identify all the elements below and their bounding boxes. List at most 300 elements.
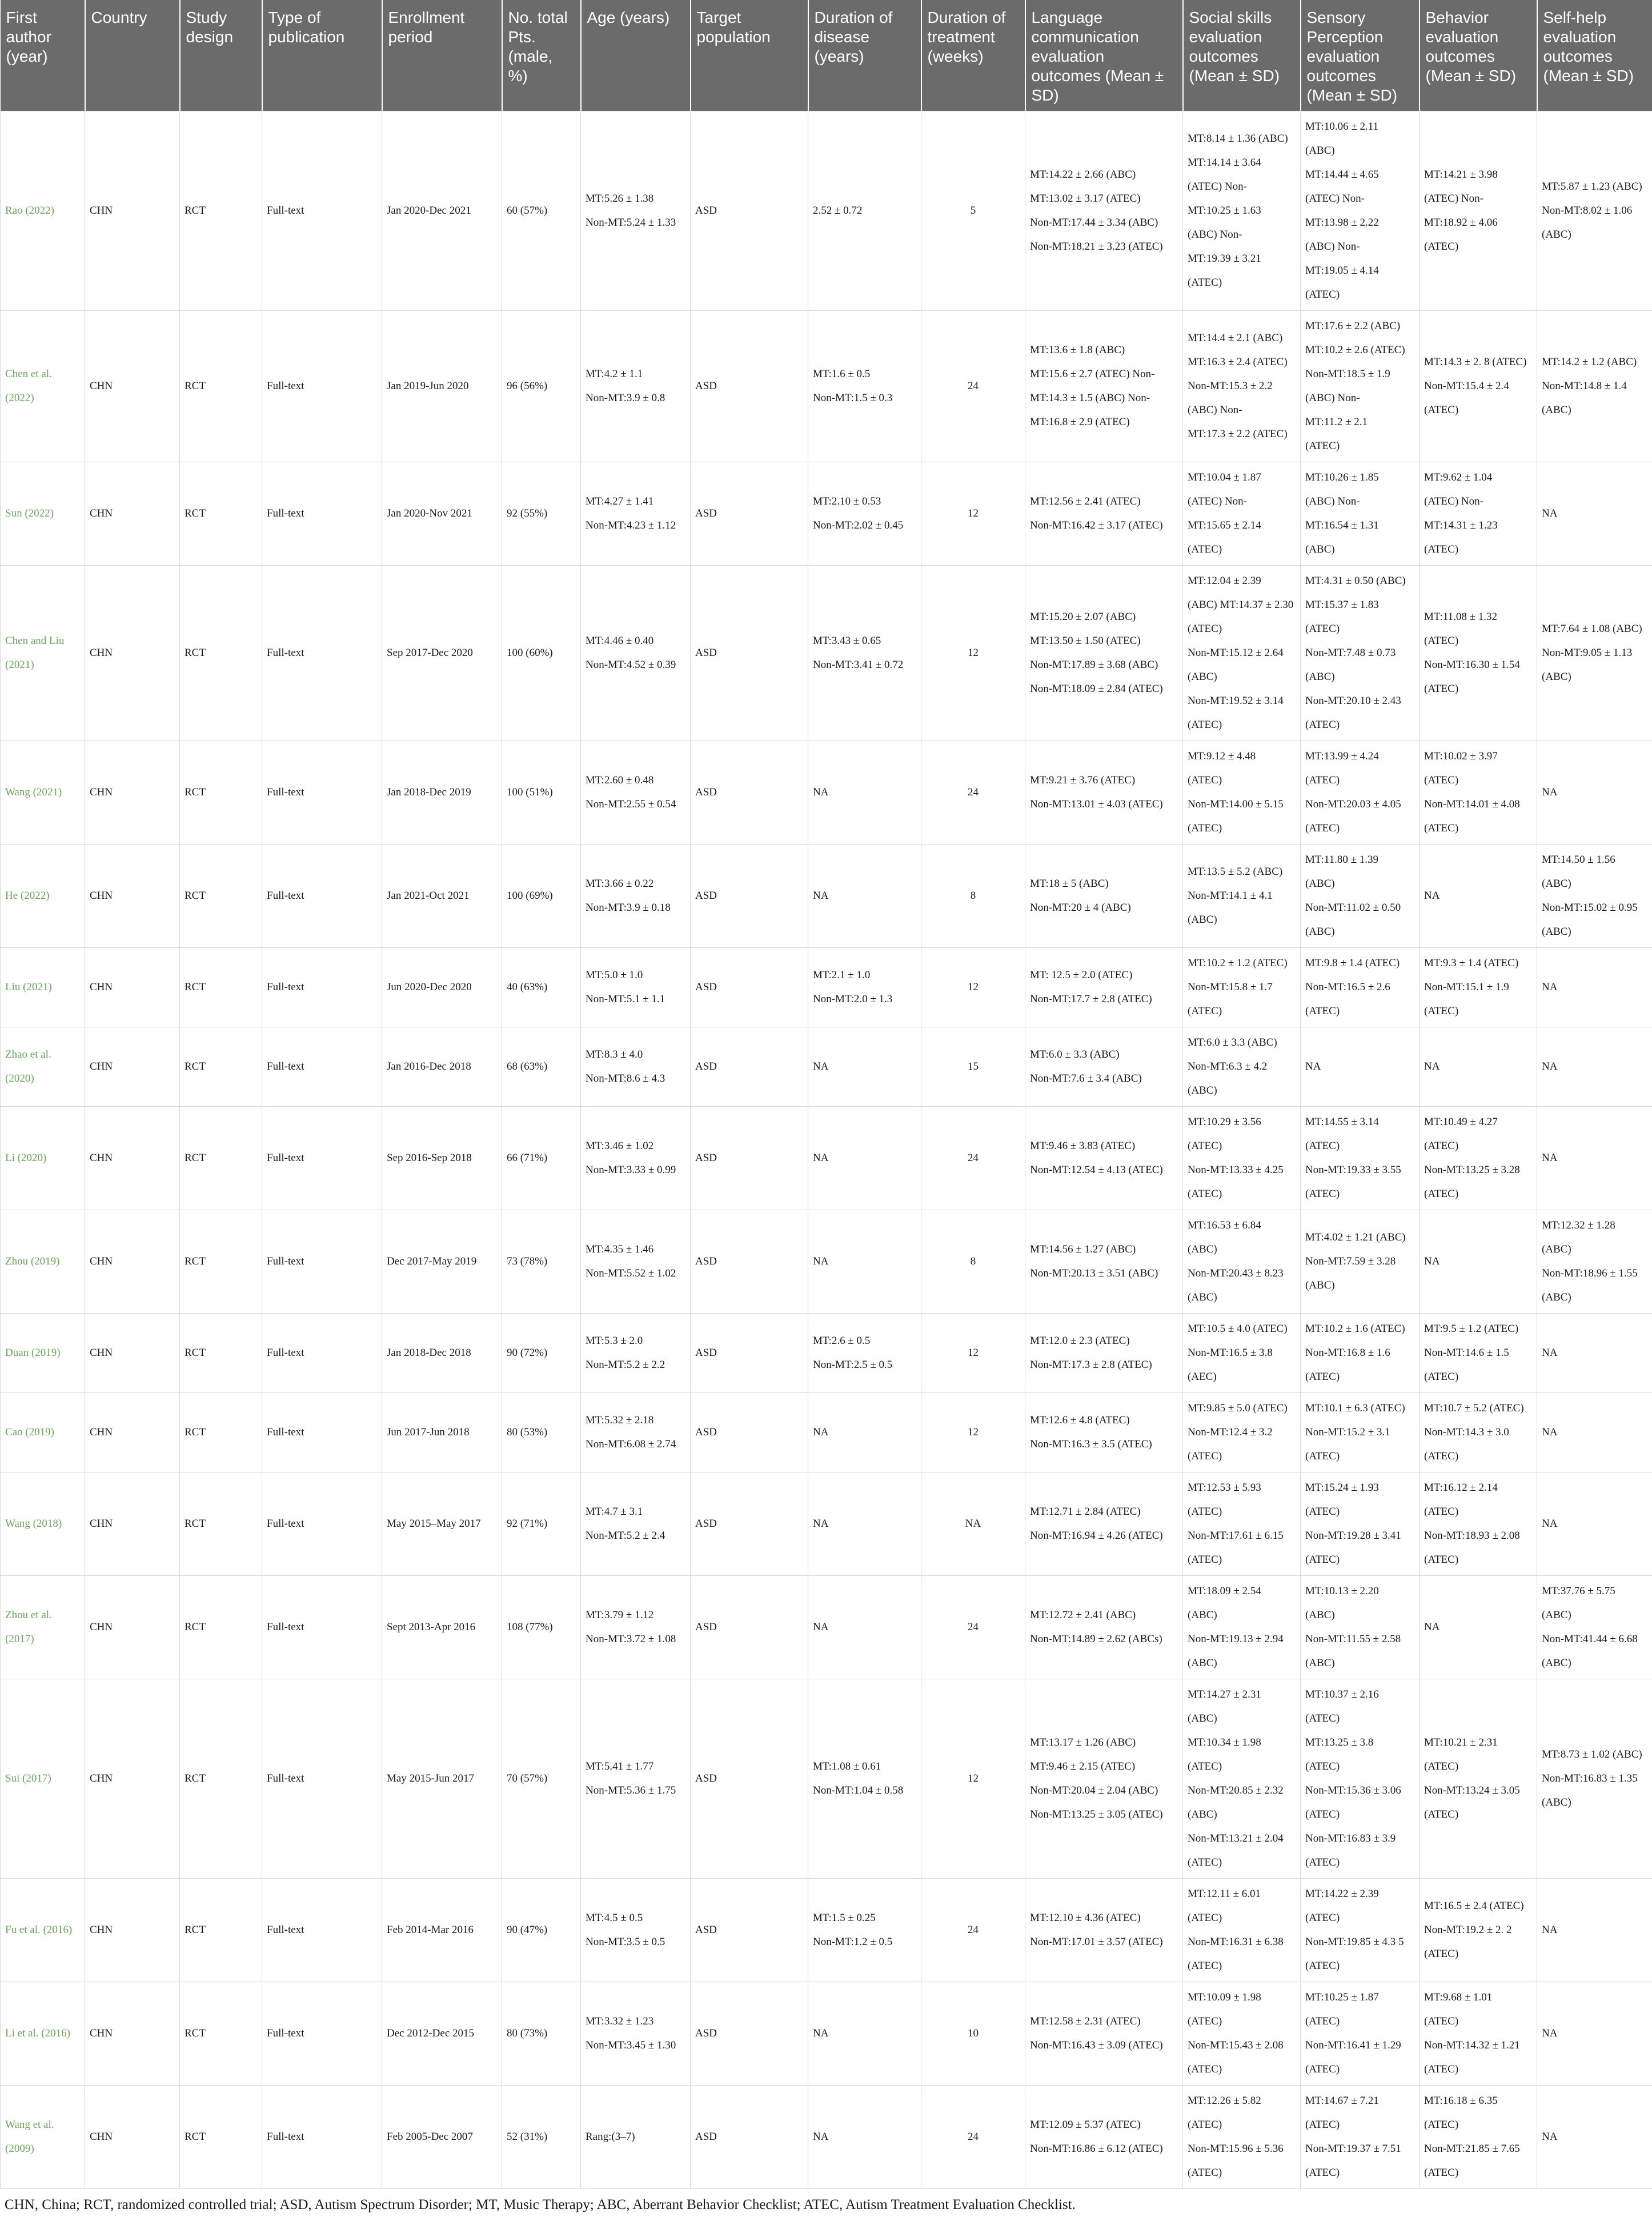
- sensory-outcome-cell: [1301, 1982, 1420, 2086]
- patients-cell: 92 (71%): [502, 1472, 581, 1576]
- behavior-outcome-cell: [1420, 1314, 1537, 1393]
- publication-cell: Full-text: [262, 1679, 382, 1879]
- cell-line: MT:6.0 ± 3.3 (ABC): [1030, 1049, 1120, 1061]
- enrollment-cell: Jan 2016-Dec 2018: [382, 1027, 502, 1107]
- social-outcome-cell: [1183, 2086, 1301, 2189]
- sensory-outcome-cell: [1301, 566, 1420, 741]
- language-outcome-cell: [1025, 1107, 1183, 1210]
- population-cell: ASD: [691, 1879, 808, 1982]
- patients-cell: 40 (63%): [502, 948, 581, 1027]
- cell-line: MT:19.05 ± 4.14: [1305, 265, 1379, 277]
- cell-line: MT:10.25 ± 1.63: [1188, 205, 1261, 217]
- cell-line: MT:1.08 ± 0.61: [813, 1760, 881, 1772]
- cell-line: Non-MT:15.2 ± 3.1: [1305, 1426, 1390, 1438]
- cell-line: MT:10.21 ± 2.31: [1424, 1736, 1498, 1748]
- enrollment-cell: Jan 2020-Nov 2021: [382, 462, 502, 566]
- cell-line: (ATEC): [1188, 1450, 1222, 1462]
- treatment-duration-cell: 12: [921, 1314, 1025, 1393]
- author-cell[interactable]: Wang et al. (2009): [1, 2086, 85, 2189]
- design-cell: RCT: [180, 1210, 262, 1314]
- cell-line: (ATEC): [1188, 1760, 1222, 1772]
- column-header: Language communication evaluation outcomes (Mean ± SD): [1025, 0, 1183, 111]
- column-header: Target population: [691, 0, 808, 111]
- table-row: [1, 1107, 1652, 1210]
- publication-cell: Full-text: [262, 462, 382, 566]
- language-outcome-cell: [1025, 1679, 1183, 1879]
- cell-line: MT:3.43 ± 0.65: [813, 635, 881, 647]
- cell-line: (ATEC): [1424, 1948, 1459, 1960]
- cell-line: (ATEC): [1305, 2167, 1340, 2179]
- social-outcome-cell: [1183, 741, 1301, 845]
- cell-line: (ATEC): [1188, 1554, 1222, 1566]
- cell-line: NA: [1542, 507, 1558, 519]
- cell-line: Non-MT:2.5 ± 0.5: [813, 1359, 893, 1371]
- country-cell: CHN: [85, 1472, 180, 1576]
- publication-cell: Full-text: [262, 111, 382, 311]
- disease-duration-cell: [808, 1210, 921, 1314]
- table-row: [1, 1393, 1652, 1472]
- cell-line: (ATEC): [1305, 1912, 1340, 1924]
- design-cell: RCT: [180, 1393, 262, 1472]
- cell-line: MT:10.04 ± 1.87: [1188, 471, 1261, 483]
- cell-line: MT:5.87 ± 1.23 (ABC): [1542, 181, 1642, 193]
- cell-line: MT:14.31 ± 1.23: [1424, 519, 1498, 531]
- cell-line: Non-MT:16.31 ± 6.38: [1188, 1936, 1284, 1948]
- cell-line: MT:37.76 ± 5.75: [1542, 1585, 1615, 1597]
- cell-line: MT:10.37 ± 2.16: [1305, 1688, 1379, 1700]
- cell-line: (ATEC): [1424, 1554, 1459, 1566]
- cell-line: MT:14.56 ± 1.27 (ABC): [1030, 1243, 1136, 1255]
- cell-line: Non-MT:20.10 ± 2.43: [1305, 695, 1401, 707]
- cell-line: (ATEC): [1305, 1712, 1340, 1724]
- sensory-outcome-cell: [1301, 311, 1420, 462]
- publication-cell: Full-text: [262, 741, 382, 845]
- cell-line: (ATEC): [1305, 2015, 1340, 2027]
- enrollment-cell: Jun 2017-Jun 2018: [382, 1393, 502, 1472]
- cell-line: (ABC): [1188, 1657, 1217, 1669]
- author-cell[interactable]: Fu et al. (2016): [1, 1879, 85, 1982]
- cell-line: Non-MT:13.24 ± 3.05: [1424, 1784, 1520, 1796]
- population-cell: ASD: [691, 1393, 808, 1472]
- cell-line: MT:9.85 ± 5.0 (ATEC): [1188, 1402, 1288, 1414]
- cell-line: MT:12.0 ± 2.3 (ATEC): [1030, 1335, 1130, 1347]
- cell-line: (ABC): [1188, 1808, 1217, 1820]
- cell-line: MT:5.41 ± 1.77: [586, 1760, 654, 1772]
- behavior-outcome-cell: [1420, 1982, 1537, 2086]
- cell-line: (ATEC): [1305, 1554, 1340, 1566]
- country-cell: CHN: [85, 845, 180, 948]
- cell-line: Non-MT:2.55 ± 0.54: [586, 798, 676, 810]
- cell-line: (ATEC): [1188, 2063, 1222, 2075]
- author-cell[interactable]: Rao (2022): [1, 111, 85, 311]
- population-cell: ASD: [691, 111, 808, 311]
- enrollment-cell: Sep 2017-Dec 2020: [382, 566, 502, 741]
- population-cell: ASD: [691, 566, 808, 741]
- age-cell: [581, 1879, 691, 1982]
- cell-line: MT:10.7 ± 5.2 (ATEC): [1424, 1402, 1524, 1414]
- sensory-outcome-cell: [1301, 462, 1420, 566]
- cell-line: MT:13.50 ± 1.50 (ATEC): [1030, 635, 1141, 647]
- cell-line: Non-MT:5.2 ± 2.4: [586, 1530, 665, 1542]
- design-cell: RCT: [180, 845, 262, 948]
- cell-line: NA: [1542, 2131, 1558, 2143]
- author-cell[interactable]: Zhou et al. (2017): [1, 1576, 85, 1679]
- cell-line: Non-MT:3.41 ± 0.72: [813, 659, 904, 671]
- cell-line: Non-MT:4.23 ± 1.12: [586, 519, 676, 531]
- cell-line: MT:14.27 ± 2.31: [1188, 1688, 1261, 1700]
- table-row: [1, 1679, 1652, 1879]
- cell-line: Non-MT:3.45 ± 1.30: [586, 2039, 676, 2051]
- cell-line: (ABC): [1188, 1712, 1217, 1724]
- cell-line: (ABC): [1542, 404, 1571, 416]
- cell-line: NA: [1542, 786, 1558, 798]
- cell-line: MT:11.2 ± 2.1: [1305, 416, 1368, 428]
- cell-line: NA: [1305, 1061, 1321, 1073]
- author-cell[interactable]: He (2022): [1, 845, 85, 948]
- treatment-duration-cell: 12: [921, 566, 1025, 741]
- population-cell: ASD: [691, 1472, 808, 1576]
- cell-line: (ABC) MT:14.37 ± 2.30: [1188, 599, 1294, 611]
- cell-line: Non-MT:18.21 ± 3.23 (ATEC): [1030, 241, 1163, 253]
- cell-line: Non-MT:14.00 ± 5.15: [1188, 798, 1284, 810]
- cell-line: NA: [813, 1518, 829, 1530]
- cell-line: (ABC): [1188, 1243, 1217, 1255]
- column-header: Age (years): [581, 0, 691, 111]
- language-outcome-cell: [1025, 311, 1183, 462]
- cell-line: MT:3.46 ± 1.02: [586, 1140, 654, 1152]
- disease-duration-cell: [808, 948, 921, 1027]
- age-cell: [581, 1679, 691, 1879]
- sensory-outcome-cell: [1301, 1393, 1420, 1472]
- cell-line: (ATEC): [1305, 1808, 1340, 1820]
- cell-line: Non-MT:18.96 ± 1.55: [1542, 1267, 1638, 1279]
- cell-line: (ABC) Non-: [1188, 229, 1242, 241]
- author-cell[interactable]: Liu (2021): [1, 948, 85, 1027]
- cell-line: Non-MT:3.72 ± 1.08: [586, 1633, 676, 1645]
- cell-line: (ATEC): [1305, 822, 1340, 834]
- cell-line: Non-MT:16.8 ± 1.6: [1305, 1347, 1390, 1359]
- table-row: [1, 1314, 1652, 1393]
- disease-duration-cell: [808, 1314, 921, 1393]
- language-outcome-cell: [1025, 1472, 1183, 1576]
- language-outcome-cell: [1025, 1982, 1183, 2086]
- social-outcome-cell: [1183, 566, 1301, 741]
- cell-line: MT:15.37 ± 1.83: [1305, 599, 1379, 611]
- author-cell[interactable]: Wang (2018): [1, 1472, 85, 1576]
- cell-line: Non-MT:16.5 ± 2.6: [1305, 981, 1390, 993]
- age-cell: [581, 1107, 691, 1210]
- cell-line: MT:10.26 ± 1.85: [1305, 471, 1379, 483]
- language-outcome-cell: [1025, 1027, 1183, 1107]
- cell-line: MT:12.09 ± 5.37 (ATEC): [1030, 2119, 1141, 2131]
- cell-line: Non-MT:20 ± 4 (ABC): [1030, 902, 1131, 914]
- cell-line: Non-MT:16.86 ± 6.12 (ATEC): [1030, 2143, 1163, 2155]
- treatment-duration-cell: 12: [921, 462, 1025, 566]
- cell-line: Non-MT:16.94 ± 4.26 (ATEC): [1030, 1530, 1163, 1542]
- cell-line: MT:11.80 ± 1.39: [1305, 854, 1379, 866]
- cell-line: (ATEC): [1188, 623, 1222, 635]
- age-cell: [581, 566, 691, 741]
- author-cell[interactable]: Zhou (2019): [1, 1210, 85, 1314]
- publication-cell: Full-text: [262, 1472, 382, 1576]
- cell-line: Non-MT:19.85 ± 4.3 5: [1305, 1936, 1404, 1948]
- treatment-duration-cell: 10: [921, 1982, 1025, 2086]
- cell-line: MT:12.53 ± 5.93: [1188, 1482, 1261, 1494]
- cell-line: Non-MT:16.42 ± 3.17 (ATEC): [1030, 519, 1163, 531]
- behavior-outcome-cell: [1420, 1393, 1537, 1472]
- cell-line: (ATEC): [1424, 635, 1459, 647]
- cell-line: Non-MT:7.59 ± 3.28: [1305, 1255, 1396, 1267]
- cell-line: Rang:(3–7): [586, 2131, 635, 2143]
- design-cell: RCT: [180, 462, 262, 566]
- disease-duration-cell: [808, 741, 921, 845]
- cell-line: Non-MT:1.04 ± 0.58: [813, 1784, 904, 1796]
- cell-line: (ATEC): [1424, 774, 1459, 786]
- behavior-outcome-cell: [1420, 1107, 1537, 1210]
- language-outcome-cell: [1025, 741, 1183, 845]
- cell-line: MT:16.54 ± 1.31: [1305, 519, 1379, 531]
- table-row: [1, 1210, 1652, 1314]
- author-cell[interactable]: Sui (2017): [1, 1679, 85, 1879]
- author-cell[interactable]: Li et al. (2016): [1, 1982, 85, 2086]
- cell-line: Non-MT:15.4 ± 2.4: [1424, 380, 1509, 392]
- language-outcome-cell: [1025, 566, 1183, 741]
- cell-line: (ABC) Non-: [1188, 404, 1242, 416]
- treatment-duration-cell: 8: [921, 1210, 1025, 1314]
- cell-line: Non-MT:16.83 ± 1.35: [1542, 1772, 1638, 1784]
- cell-line: (ABC): [1305, 145, 1335, 157]
- age-cell: [581, 1314, 691, 1393]
- cell-line: MT:13.6 ± 1.8 (ABC): [1030, 344, 1125, 356]
- cell-line: Non-MT:13.25 ± 3.28: [1424, 1164, 1520, 1176]
- cell-line: MT:13.25 ± 3.8: [1305, 1736, 1374, 1748]
- cell-line: (ATEC): [1188, 822, 1222, 834]
- cell-line: Non-MT:12.4 ± 3.2: [1188, 1426, 1273, 1438]
- column-header: No. total Pts. (male, %): [502, 0, 581, 111]
- behavior-outcome-cell: [1420, 948, 1537, 1027]
- table-row: [1, 462, 1652, 566]
- social-outcome-cell: [1183, 1314, 1301, 1393]
- cell-line: MT:11.08 ± 1.32: [1424, 611, 1498, 623]
- enrollment-cell: Feb 2005-Dec 2007: [382, 2086, 502, 2189]
- cell-line: MT:9.21 ± 3.76 (ATEC): [1030, 774, 1136, 786]
- cell-line: MT:5.32 ± 2.18: [586, 1414, 654, 1426]
- author-cell[interactable]: Zhao et al. (2020): [1, 1027, 85, 1107]
- country-cell: CHN: [85, 111, 180, 311]
- population-cell: ASD: [691, 2086, 808, 2189]
- language-outcome-cell: [1025, 1879, 1183, 1982]
- patients-cell: 100 (51%): [502, 741, 581, 845]
- table-row: [1, 948, 1652, 1027]
- cell-line: (ATEC): [1305, 1856, 1340, 1868]
- cell-line: Non-MT:14.32 ± 1.21: [1424, 2039, 1520, 2051]
- design-cell: RCT: [180, 1679, 262, 1879]
- cell-line: (ATEC): [1188, 1506, 1222, 1518]
- cell-line: (ATEC): [1305, 2063, 1340, 2075]
- behavior-outcome-cell: [1420, 111, 1537, 311]
- cell-line: Non-MT:18.09 ± 2.84 (ATEC): [1030, 683, 1163, 695]
- cell-line: (ABC): [1188, 1609, 1217, 1621]
- cell-line: Non-MT:19.13 ± 2.94: [1188, 1633, 1284, 1645]
- cell-line: Non-MT:17.7 ± 2.8 (ATEC): [1030, 993, 1152, 1005]
- sensory-outcome-cell: [1301, 1027, 1420, 1107]
- cell-line: MT:2.6 ± 0.5: [813, 1335, 871, 1347]
- cell-line: (ATEC): [1424, 1808, 1459, 1820]
- publication-cell: Full-text: [262, 1393, 382, 1472]
- disease-duration-cell: [808, 1576, 921, 1679]
- cell-line: Non-MT:3.5 ± 0.5: [586, 1936, 665, 1948]
- author-cell[interactable]: Li (2020): [1, 1107, 85, 1210]
- author-cell[interactable]: Cao (2019): [1, 1393, 85, 1472]
- enrollment-cell: Dec 2012-Dec 2015: [382, 1982, 502, 2086]
- cell-line: MT:16.5 ± 2.4 (ATEC): [1424, 1900, 1524, 1912]
- cell-line: (ATEC): [1424, 543, 1459, 555]
- cell-line: (ABC) Non-: [1305, 495, 1360, 507]
- table-row: [1, 566, 1652, 741]
- cell-line: Non-MT:7.48 ± 0.73: [1305, 647, 1396, 659]
- cell-line: (ATEC): [1424, 2167, 1459, 2179]
- cell-line: NA: [1542, 1152, 1558, 1164]
- disease-duration-cell: [808, 566, 921, 741]
- country-cell: CHN: [85, 1576, 180, 1679]
- treatment-duration-cell: 12: [921, 948, 1025, 1027]
- behavior-outcome-cell: [1420, 1472, 1537, 1576]
- publication-cell: Full-text: [262, 1576, 382, 1679]
- cell-line: Non-MT:5.36 ± 1.75: [586, 1784, 676, 1796]
- treatment-duration-cell: 12: [921, 1679, 1025, 1879]
- publication-cell: Full-text: [262, 1314, 382, 1393]
- cell-line: (ATEC): [1305, 1371, 1340, 1383]
- cell-line: (ATEC) Non-: [1188, 495, 1247, 507]
- population-cell: ASD: [691, 741, 808, 845]
- cell-line: (ATEC): [1305, 1005, 1340, 1017]
- author-cell[interactable]: Wang (2021): [1, 741, 85, 845]
- cell-line: Non-MT:41.44 ± 6.68: [1542, 1633, 1638, 1645]
- cell-line: Non-MT:4.52 ± 0.39: [586, 659, 676, 671]
- cell-line: (ATEC): [1188, 2015, 1222, 2027]
- cell-line: (ABC): [1305, 926, 1335, 938]
- cell-line: MT:12.58 ± 2.31 (ATEC): [1030, 2015, 1141, 2027]
- age-cell: [581, 1576, 691, 1679]
- cell-line: (ATEC): [1305, 774, 1340, 786]
- cell-line: Non-MT:15.36 ± 3.06: [1305, 1784, 1401, 1796]
- cell-line: (ATEC): [1188, 2119, 1222, 2131]
- behavior-outcome-cell: [1420, 741, 1537, 845]
- country-cell: CHN: [85, 948, 180, 1027]
- cell-line: (ATEC): [1424, 1506, 1459, 1518]
- population-cell: ASD: [691, 462, 808, 566]
- cell-line: NA: [813, 2027, 829, 2039]
- cell-line: MT:16.3 ± 2.4 (ATEC): [1188, 356, 1288, 368]
- cell-line: NA: [1424, 890, 1440, 902]
- country-cell: CHN: [85, 1027, 180, 1107]
- disease-duration-cell: [808, 1393, 921, 1472]
- publication-cell: Full-text: [262, 1107, 382, 1210]
- disease-duration-cell: [808, 845, 921, 948]
- cell-line: (ATEC): [1424, 404, 1459, 416]
- cell-line: (ABC): [1305, 543, 1335, 555]
- age-cell: [581, 2086, 691, 2189]
- disease-duration-cell: [808, 1879, 921, 1982]
- sensory-outcome-cell: [1301, 948, 1420, 1027]
- author-cell[interactable]: Chen and Liu (2021): [1, 566, 85, 741]
- age-cell: [581, 111, 691, 311]
- cell-line: Non-MT:17.61 ± 6.15: [1188, 1530, 1284, 1542]
- cell-line: (ATEC): [1188, 1188, 1222, 1200]
- cell-line: MT:1.6 ± 0.5: [813, 368, 871, 380]
- author-cell[interactable]: Sun (2022): [1, 462, 85, 566]
- language-outcome-cell: [1025, 462, 1183, 566]
- cell-line: (ATEC): [1188, 1912, 1222, 1924]
- cell-line: MT:10.02 ± 3.97: [1424, 750, 1498, 762]
- disease-duration-cell: [808, 2086, 921, 2189]
- cell-line: MT:14.44 ± 4.65: [1305, 169, 1379, 181]
- selfhelp-outcome-cell: [1537, 566, 1652, 741]
- cell-line: NA: [1542, 981, 1558, 993]
- cell-line: Non-MT:14.01 ± 4.08: [1424, 798, 1520, 810]
- age-cell: [581, 1472, 691, 1576]
- age-cell: [581, 1027, 691, 1107]
- cell-line: Non-MT:15.3 ± 2.2: [1188, 380, 1273, 392]
- cell-line: MT:16.12 ± 2.14: [1424, 1482, 1498, 1494]
- population-cell: ASD: [691, 948, 808, 1027]
- cell-line: Non-MT:19.2 ± 2. 2: [1424, 1924, 1512, 1936]
- cell-line: (ABC): [1188, 671, 1217, 683]
- behavior-outcome-cell: [1420, 1879, 1537, 1982]
- cell-line: MT:12.32 ± 1.28: [1542, 1219, 1615, 1231]
- cell-line: MT:9.3 ± 1.4 (ATEC): [1424, 957, 1519, 969]
- cell-line: NA: [1542, 1518, 1558, 1530]
- cell-line: Non-MT:9.05 ± 1.13: [1542, 647, 1633, 659]
- cell-line: NA: [813, 1061, 829, 1073]
- population-cell: ASD: [691, 1576, 808, 1679]
- cell-line: (ABC): [1305, 878, 1335, 890]
- cell-line: (ATEC): [1305, 623, 1340, 635]
- patients-cell: 96 (56%): [502, 311, 581, 462]
- publication-cell: Full-text: [262, 2086, 382, 2189]
- sensory-outcome-cell: [1301, 1472, 1420, 1576]
- cell-line: NA: [1424, 1255, 1440, 1267]
- cell-line: MT:16.53 ± 6.84: [1188, 1219, 1261, 1231]
- cell-line: Non-MT:5.1 ± 1.1: [586, 993, 665, 1005]
- cell-line: Non-MT:16.83 ± 3.9: [1305, 1832, 1396, 1844]
- cell-line: 2.52 ± 0.72: [813, 205, 863, 217]
- cell-line: (ABC): [1188, 914, 1217, 926]
- patients-cell: 73 (78%): [502, 1210, 581, 1314]
- behavior-outcome-cell: [1420, 311, 1537, 462]
- cell-line: (ATEC): [1424, 1450, 1459, 1462]
- cell-line: Non-MT:15.02 ± 0.95: [1542, 902, 1638, 914]
- cell-line: (ATEC): [1188, 2167, 1222, 2179]
- publication-cell: Full-text: [262, 845, 382, 948]
- country-cell: CHN: [85, 2086, 180, 2189]
- author-cell[interactable]: Duan (2019): [1, 1314, 85, 1393]
- cell-line: NA: [813, 1152, 829, 1164]
- publication-cell: Full-text: [262, 311, 382, 462]
- cell-line: Non-MT:20.04 ± 2.04 (ABC): [1030, 1784, 1158, 1796]
- sensory-outcome-cell: [1301, 111, 1420, 311]
- cell-line: Non-MT:6.08 ± 2.74: [586, 1438, 676, 1450]
- behavior-outcome-cell: [1420, 462, 1537, 566]
- patients-cell: 90 (47%): [502, 1879, 581, 1982]
- column-header: Study design: [180, 0, 262, 111]
- cell-line: MT:14.67 ± 7.21: [1305, 2095, 1379, 2107]
- author-cell[interactable]: Chen et al. (2022): [1, 311, 85, 462]
- design-cell: RCT: [180, 1576, 262, 1679]
- cell-line: MT:14.55 ± 3.14: [1305, 1116, 1379, 1128]
- table-row: [1, 741, 1652, 845]
- patients-cell: 90 (72%): [502, 1314, 581, 1393]
